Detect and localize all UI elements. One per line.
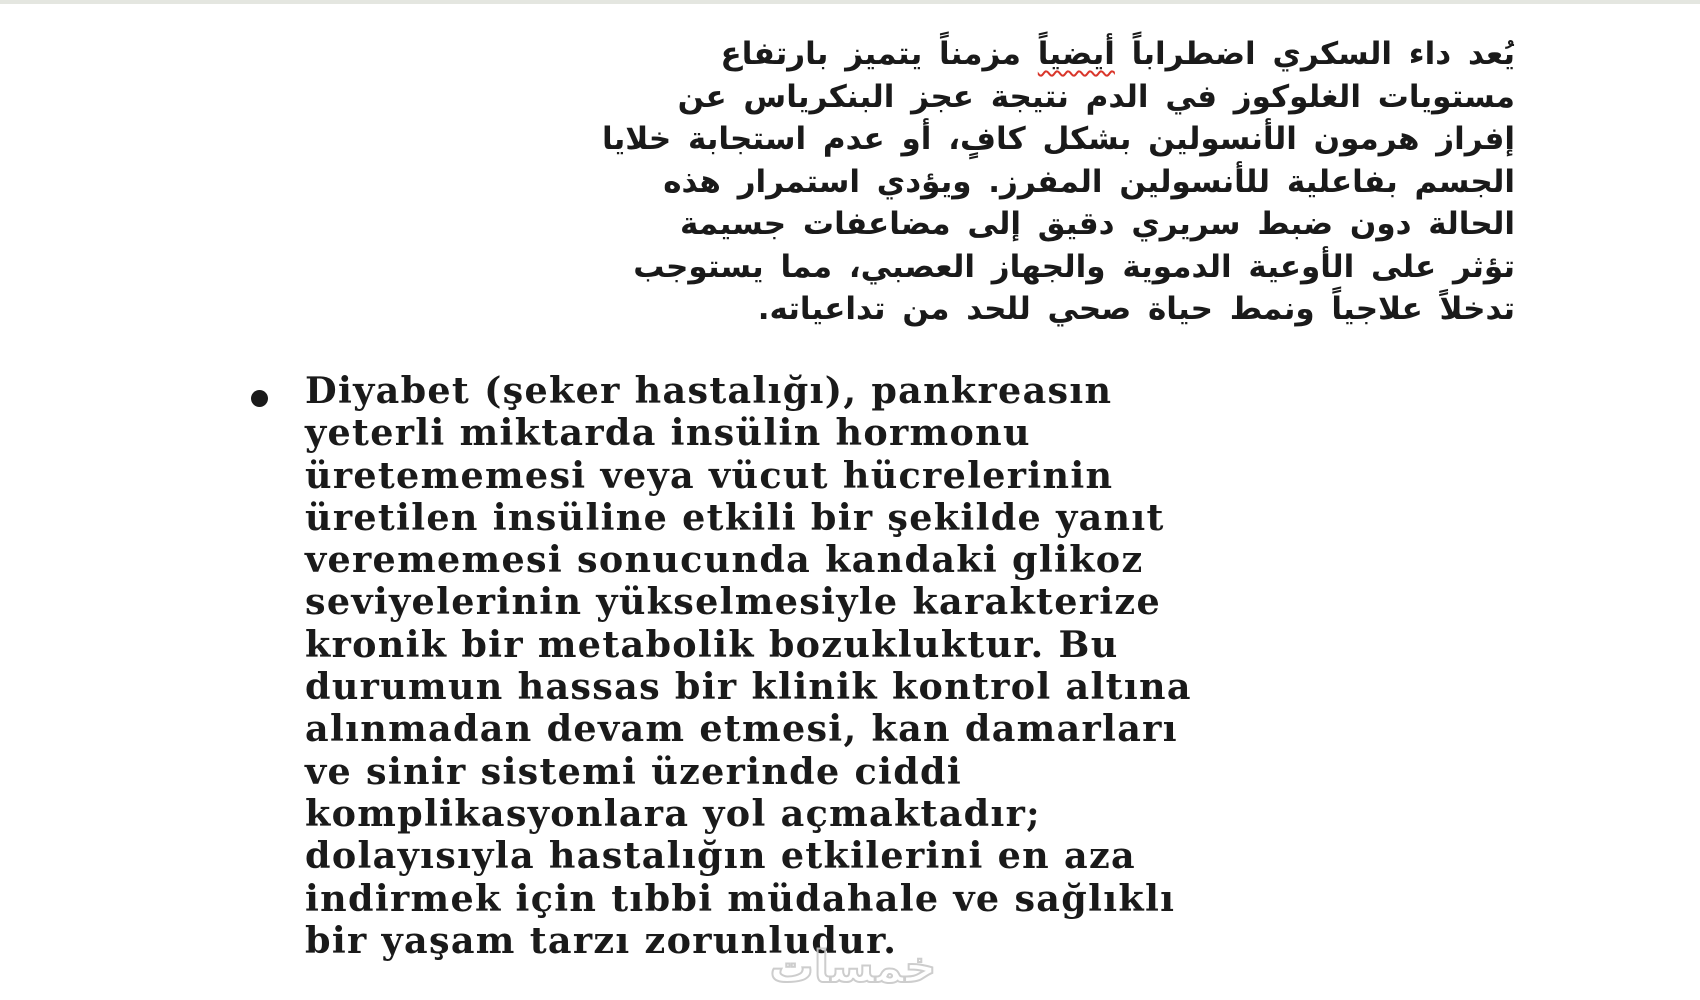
turkish-line: üretememesi veya vücut hücrelerinin bbox=[305, 453, 1114, 497]
turkish-line: durumun hassas bir klinik kontrol altına bbox=[305, 665, 1192, 709]
arabic-line-5: الحالة دون ضبط سريري دقيق إلى مضاعفات جسيمة bbox=[680, 206, 1515, 242]
turkish-paragraph bbox=[305, 370, 1495, 962]
arabic-line-3: إفراز هرمون الأنسولين بشكل كافٍ، أو عدم استجابة خلايا bbox=[602, 121, 1515, 157]
turkish-line: dolayısıyla hastalığın etkilerini en aza bbox=[305, 834, 1136, 878]
arabic-line-6: تؤثر على الأوعية الدموية والجهاز العصبي، مما يستوجب bbox=[633, 248, 1515, 285]
arabic-line-1-part-c: مزمناً يتميز بارتفاع bbox=[720, 36, 1038, 72]
spellcheck-flagged-word[interactable]: أيضياً bbox=[1037, 36, 1115, 72]
turkish-line: bir yaşam tarzı zorunludur. bbox=[305, 918, 898, 962]
turkish-line: komplikasyonlara yol açmaktadır; bbox=[305, 791, 1041, 835]
arabic-line-1-part-a: يُعد داء السكري اضطراباً bbox=[1114, 36, 1515, 72]
turkish-line: verememesi sonucunda kandaki glikoz bbox=[305, 538, 1144, 582]
arabic-line-2: مستويات الغلوكوز في الدم نتيجة عجز البنكرياس عن bbox=[677, 78, 1515, 115]
turkish-line: kronik bir metabolik bozukluktur. Bu bbox=[305, 622, 1119, 666]
turkish-line: alınmadan devam etmesi, kan damarları bbox=[305, 707, 1178, 751]
turkish-line: ve sinir sistemi üzerinde ciddi bbox=[305, 749, 963, 793]
bullet-list bbox=[245, 370, 1495, 962]
turkish-line: yeterli miktarda insülin hormonu bbox=[305, 411, 1031, 455]
watermark-text: خمسات bbox=[769, 942, 937, 993]
arabic-line-4: الجسم بفاعلية للأنسولين المفرز. ويؤدي استمرار هذه bbox=[663, 163, 1515, 200]
bullet-dot-icon bbox=[251, 390, 268, 407]
arabic-line-1 bbox=[195, 33, 1515, 76]
turkish-line: üretilen insüline etkili bir şekilde yanıt bbox=[305, 495, 1165, 539]
bullet-item-diyabet bbox=[245, 370, 1495, 962]
turkish-line: indirmek için tıbbi müdahale ve sağlıklı bbox=[305, 876, 1176, 920]
arabic-paragraph bbox=[195, 33, 1515, 331]
arabic-line-7: تدخلاً علاجياً ونمط حياة صحي للحد من تداعياته. bbox=[757, 291, 1515, 327]
turkish-line: seviyelerinin yükselmesiyle karakterize bbox=[305, 580, 1161, 624]
turkish-line: Diyabet (şeker hastalığı), pankreasın bbox=[305, 369, 1113, 412]
